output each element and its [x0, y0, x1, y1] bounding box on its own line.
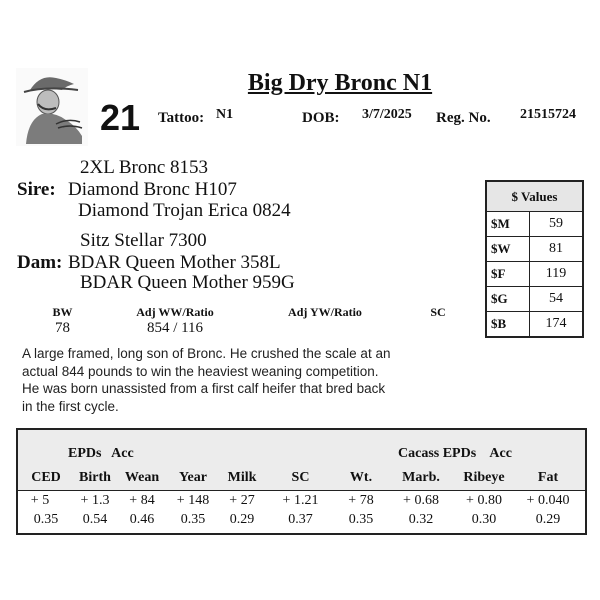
table-row — [486, 262, 583, 287]
carcass-epd-group-label: Cacass EPDs Acc — [398, 446, 512, 461]
value-amount: 59 — [530, 212, 584, 237]
epd-value: + 0.80 — [466, 493, 502, 508]
perf-value-ww: 854 / 116 — [146, 320, 204, 336]
perf-header-sc: SC — [430, 305, 446, 319]
value-key: $G — [486, 287, 530, 312]
reg-value: 21515724 — [520, 107, 576, 122]
epd-value: + 148 — [176, 493, 210, 508]
acc-value: 0.29 — [229, 512, 255, 527]
sire-name: Diamond Bronc H107 — [68, 179, 237, 200]
epd-value: + 0.040 — [526, 493, 570, 508]
acc-value: 0.35 — [33, 512, 59, 527]
value-key: $F — [486, 262, 530, 287]
acc-value: 0.37 — [288, 512, 313, 527]
epd-col-sc: SC — [291, 470, 310, 485]
acc-value: 0.54 — [82, 512, 108, 527]
dam-dam: BDAR Queen Mother 959G — [80, 272, 295, 293]
epd-value: + 78 — [348, 493, 374, 508]
dollar-values-title: $ Values — [486, 181, 583, 212]
value-key: $B — [486, 312, 530, 338]
perf-header-bw: BW — [52, 305, 73, 319]
epd-col-birth: Birth — [79, 470, 111, 485]
epd-col-milk: Milk — [227, 470, 257, 485]
perf-header-yw: Adj YW/Ratio — [288, 305, 362, 319]
epd-col-wean: Wean — [124, 470, 160, 485]
value-amount: 81 — [530, 237, 584, 262]
epd-col-ced: CED — [31, 470, 61, 485]
animal-title: Big Dry Bronc N1 — [247, 70, 433, 96]
epd-group-label: EPDs Acc — [68, 446, 134, 461]
epd-col-fat: Fat — [537, 470, 559, 485]
dam-name: BDAR Queen Mother 358L — [68, 252, 281, 273]
epd-value: + 1.3 — [80, 493, 110, 508]
lot-number: 21 — [100, 97, 141, 138]
tattoo-value: N1 — [216, 107, 234, 122]
epd-col-marb: Marb. — [402, 470, 440, 485]
epd-value: + 84 — [129, 493, 155, 508]
table-row — [486, 212, 583, 237]
value-key: $M — [486, 212, 530, 237]
epd-col-wt: Wt. — [349, 470, 373, 485]
acc-value: 0.29 — [535, 512, 561, 527]
animal-description: A large framed, long son of Bronc. He crushed the scale at an actual 844 pounds to win the heaviest weaning competition. He was born unassisted from a first calf heifer that bred back in the first cycle. — [22, 346, 391, 414]
table-row — [486, 287, 583, 312]
epd-value: + 5 — [30, 493, 50, 508]
epd-col-ribeye: Ribeye — [463, 470, 505, 485]
table-row — [486, 237, 583, 262]
tattoo-label: Tattoo: — [158, 110, 205, 126]
dob-value: 3/7/2025 — [362, 107, 412, 122]
acc-value: 0.35 — [180, 512, 206, 527]
perf-value-bw: 78 — [55, 320, 70, 336]
epd-col-year: Year — [179, 470, 207, 485]
sire-label: Sire: — [17, 179, 56, 200]
reg-label: Reg. No. — [436, 110, 491, 126]
epd-value: + 27 — [229, 493, 255, 508]
epd-value: + 1.21 — [282, 493, 319, 508]
value-amount: 119 — [530, 262, 584, 287]
table-row — [486, 312, 583, 338]
epd-table — [16, 428, 587, 535]
dollar-values-table — [485, 180, 584, 338]
value-amount: 54 — [530, 287, 584, 312]
dam-label: Dam: — [17, 252, 63, 273]
value-amount: 174 — [530, 312, 584, 338]
acc-value: 0.30 — [471, 512, 497, 527]
sire-sire: 2XL Bronc 8153 — [80, 157, 209, 178]
dam-sire: Sitz Stellar 7300 — [80, 230, 207, 251]
acc-value: 0.32 — [408, 512, 434, 527]
value-key: $W — [486, 237, 530, 262]
acc-value: 0.35 — [348, 512, 374, 527]
perf-header-ww: Adj WW/Ratio — [136, 305, 214, 319]
sire-dam: Diamond Trojan Erica 0824 — [78, 200, 291, 221]
dob-label: DOB: — [302, 110, 340, 126]
epd-value: + 0.68 — [403, 493, 439, 508]
acc-value: 0.46 — [129, 512, 155, 527]
